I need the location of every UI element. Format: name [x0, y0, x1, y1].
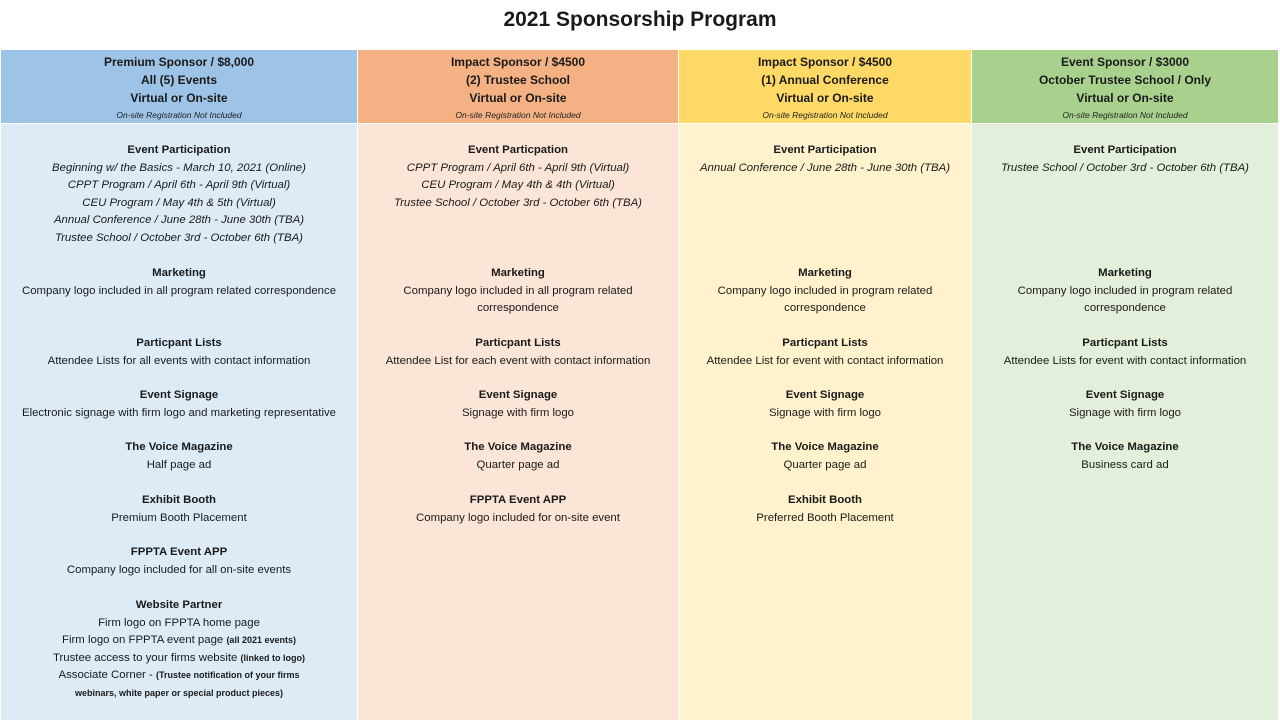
participant-lists-section	[1, 335, 357, 370]
section-text: Quarter page ad	[783, 458, 867, 471]
section-title: Particpant Lists	[136, 337, 222, 349]
section-text: Signage with firm logo	[768, 406, 882, 419]
section-title: Marketing	[798, 267, 852, 279]
section-title: Marketing	[491, 267, 545, 279]
voice-magazine-section	[358, 439, 678, 474]
marketing-section	[358, 265, 678, 318]
section-text: Company logo included in program related	[717, 284, 933, 297]
voice-magazine-section	[679, 439, 971, 474]
section-title: Exhibit Booth	[141, 494, 217, 506]
section-text	[5, 650, 353, 668]
section-text	[5, 667, 353, 685]
column-header	[1, 50, 357, 124]
exhibit-booth-section	[1, 492, 357, 527]
column-impact-sponsor-trustee	[358, 50, 679, 720]
header-note: On-site Registration Not Included	[455, 110, 581, 120]
section-text: Electronic signage with firm logo and marketing representative	[21, 406, 337, 419]
section-title: Website Partner	[135, 599, 223, 611]
section-title: The Voice Magazine	[125, 441, 233, 453]
event-line: Trustee School / October 3rd - October 6th (TBA)	[1001, 161, 1249, 174]
header-line: Virtual or On-site	[1076, 91, 1174, 105]
participant-lists-section	[679, 335, 971, 370]
text-fragment-small: (linked to logo)	[240, 652, 306, 663]
event-line: CEU Program / May 4th & 5th (Virtual)	[82, 196, 276, 209]
event-line: CEU Program / May 4th & 4th (Virtual)	[421, 179, 615, 191]
event-line: Annual Conference / June 28th - June 30th (TBA)	[53, 214, 305, 226]
column-body	[358, 124, 678, 720]
section-title: Event Participation	[127, 144, 231, 156]
header-note: On-site Registration Not Included	[1062, 110, 1188, 120]
exhibit-booth-section	[679, 492, 971, 527]
column-impact-sponsor-conference	[679, 50, 972, 720]
section-text: Half page ad	[146, 458, 212, 471]
marketing-section	[972, 265, 1278, 318]
section-text: Attendee List for each event with contact information	[385, 354, 651, 367]
page-title: 2021 Sponsorship Program	[503, 8, 777, 31]
event-signage-section	[358, 387, 678, 422]
section-title: The Voice Magazine	[1071, 441, 1179, 453]
section-title: FPPTA Event APP	[469, 494, 567, 506]
section-text: Company logo included in program related	[1017, 284, 1233, 297]
section-title: Event Signage	[139, 389, 219, 401]
section-text: Attendee Lists for all events with contact information	[47, 354, 311, 367]
event-line: CPPT Program / April 6th - April 9th (Virtual)	[67, 179, 291, 191]
section-text: Company logo included for on-site event	[416, 511, 620, 524]
section-text: Preferred Booth Placement	[756, 511, 894, 524]
text-fragment: Associate Corner -	[58, 669, 153, 681]
column-event-sponsor	[972, 50, 1279, 720]
section-text: Attendee List for event with contact information	[706, 354, 944, 367]
section-title: Particpant Lists	[782, 337, 868, 349]
event-participation-section	[1, 142, 357, 247]
website-partner-section	[1, 597, 357, 702]
marketing-section	[679, 265, 971, 318]
text-fragment: Trustee access to your firms website	[52, 651, 238, 664]
event-app-section	[358, 492, 678, 527]
section-text: Business card ad	[1081, 458, 1169, 471]
header-line: October Trustee School / Only	[1038, 73, 1212, 87]
sponsorship-grid	[1, 50, 1279, 720]
header-line: Virtual or On-site	[130, 91, 228, 105]
section-title: Particpant Lists	[1082, 337, 1168, 349]
column-premium-sponsor	[1, 50, 358, 720]
section-text: correspondence	[1084, 302, 1166, 314]
event-line: Trustee School / October 3rd - October 6th (TBA)	[394, 196, 642, 209]
section-title: Event Participation	[1073, 144, 1177, 156]
section-title: Marketing	[1098, 267, 1152, 279]
column-body	[679, 124, 971, 720]
section-title: The Voice Magazine	[771, 441, 879, 453]
header-line: (1) Annual Conference	[761, 73, 889, 87]
voice-magazine-section	[1, 439, 357, 474]
section-text: Attendee Lists for event with contact information	[1003, 354, 1247, 367]
marketing-section	[1, 265, 357, 300]
header-note: On-site Registration Not Included	[116, 110, 242, 120]
section-text: Company logo included in all program related	[403, 284, 633, 297]
participant-lists-section	[358, 335, 678, 370]
header-line: Impact Sponsor / $4500	[757, 55, 893, 69]
section-title: The Voice Magazine	[464, 441, 572, 453]
section-text	[5, 632, 353, 650]
column-header	[679, 50, 971, 124]
column-body	[972, 124, 1278, 720]
section-title: Event Particpation	[467, 144, 568, 156]
event-participation-section	[972, 142, 1278, 177]
text-fragment-small: (all 2021 events)	[226, 635, 296, 645]
event-line: Beginning w/ the Basics - March 10, 2021 (Online)	[52, 161, 306, 174]
event-participation-section	[358, 142, 678, 212]
voice-magazine-section	[972, 439, 1278, 474]
text-fragment: Firm logo on FPPTA event page	[62, 634, 224, 646]
section-text: correspondence	[477, 302, 559, 314]
header-line: Virtual or On-site	[469, 91, 567, 105]
header-line: Event Sponsor / $3000	[1060, 55, 1190, 69]
header-line: Premium Sponsor / $8,000	[103, 55, 255, 69]
section-title: Event Signage	[785, 389, 865, 401]
column-body	[1, 124, 357, 720]
header-note: On-site Registration Not Included	[762, 110, 888, 120]
section-title: Marketing	[152, 267, 206, 279]
section-title: Event Participation	[773, 144, 877, 156]
section-text-small: webinars, white paper or special product pieces)	[74, 687, 284, 698]
section-text: Quarter page ad	[476, 458, 560, 471]
event-signage-section	[972, 387, 1278, 422]
section-text: Signage with firm logo	[1068, 406, 1182, 419]
section-text: Firm logo on FPPTA home page	[98, 616, 260, 629]
section-title: Particpant Lists	[475, 337, 561, 349]
event-line: Annual Conference / June 28th - June 30th (TBA)	[699, 161, 951, 174]
event-signage-section	[679, 387, 971, 422]
event-line: CPPT Program / April 6th - April 9th (Virtual)	[406, 161, 630, 174]
column-header	[358, 50, 678, 124]
section-title: Exhibit Booth	[787, 494, 863, 506]
event-participation-section	[679, 142, 971, 177]
event-signage-section	[1, 387, 357, 422]
section-text: Company logo included in all program related correspondence	[21, 284, 337, 297]
section-title: Event Signage	[478, 389, 558, 401]
section-title: FPPTA Event APP	[130, 546, 228, 558]
text-fragment-small: (Trustee notification of your firms	[155, 670, 300, 680]
event-line: Trustee School / October 3rd - October 6th (TBA)	[55, 231, 303, 244]
section-text: Premium Booth Placement	[111, 511, 247, 524]
section-title: Event Signage	[1085, 389, 1165, 401]
section-text: Company logo included for all on-site events	[66, 563, 292, 576]
participant-lists-section	[972, 335, 1278, 370]
column-header	[972, 50, 1278, 124]
header-line: All (5) Events	[140, 73, 218, 87]
section-text: correspondence	[784, 302, 866, 314]
event-app-section	[1, 544, 357, 579]
header-line: (2) Trustee School	[465, 73, 571, 87]
header-line: Impact Sponsor / $4500	[450, 55, 586, 69]
section-text: Signage with firm logo	[461, 406, 575, 419]
header-line: Virtual or On-site	[776, 91, 874, 105]
